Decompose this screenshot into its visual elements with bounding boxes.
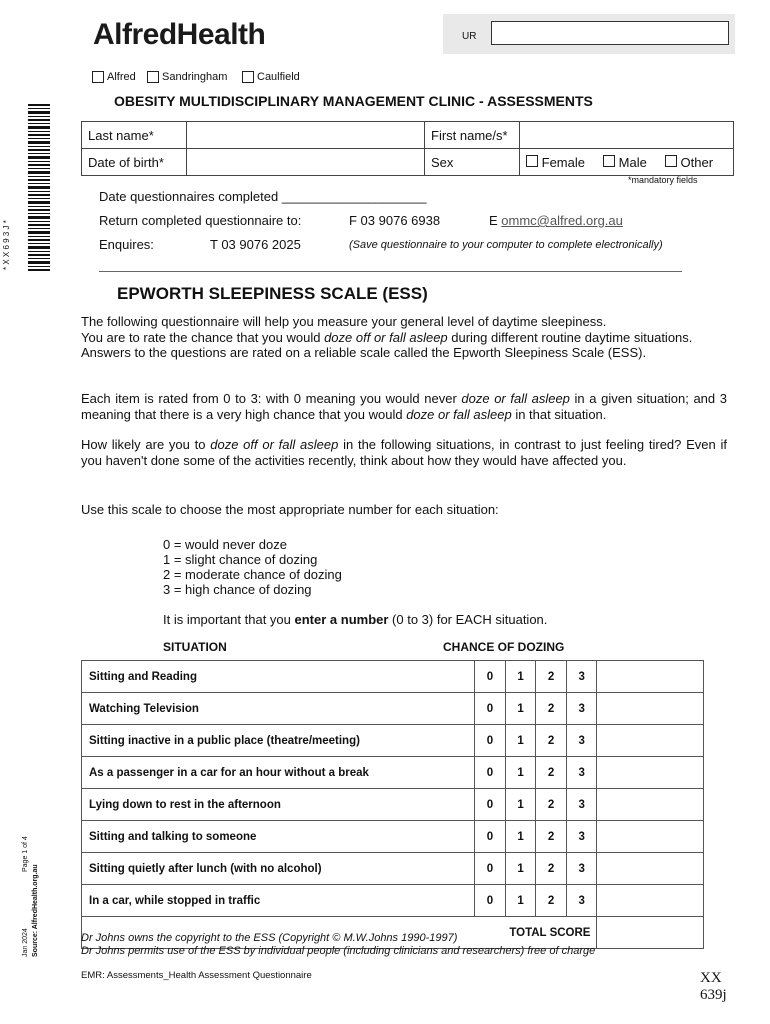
score-option-3[interactable]: 3 xyxy=(566,693,597,725)
table-row xyxy=(82,885,704,917)
barcode-text: * X X 6 9 3 J * xyxy=(2,220,11,270)
score-option-2[interactable]: 2 xyxy=(536,789,567,821)
sex-options xyxy=(520,149,734,176)
emr-footer: EMR: Assessments_Health Assessment Questionnaire xyxy=(81,970,312,981)
situation-label: Lying down to rest in the afternoon xyxy=(82,789,475,821)
score-entry-field[interactable] xyxy=(597,885,704,917)
scale-item-1: 1 = slight chance of dozing xyxy=(163,552,318,567)
date-completed-line[interactable]: Date questionnaires completed ____________________ xyxy=(99,189,427,204)
checkbox-female[interactable] xyxy=(526,155,538,167)
copyright-note xyxy=(81,932,595,957)
sex-female-label: Female xyxy=(541,154,585,170)
clinic-title: OBESITY MULTIDISCIPLINARY MANAGEMENT CLINIC - ASSESSMENTS xyxy=(114,93,593,109)
score-option-3[interactable]: 3 xyxy=(566,757,597,789)
table-row xyxy=(82,725,704,757)
situation-label: Sitting inactive in a public place (theatre/meeting) xyxy=(82,725,475,757)
fax-number: F 03 9076 6938 xyxy=(349,213,441,228)
rating-paragraph: Each item is rated from 0 to 3: with 0 meaning you would never doze or fall asleep in a given situation; and 3 meaning that there is a very high chance that you would doze or fall asleep in that situation. xyxy=(81,391,727,422)
score-option-1[interactable]: 1 xyxy=(505,693,536,725)
score-option-2[interactable]: 2 xyxy=(536,757,567,789)
barcode xyxy=(22,104,52,272)
table-row xyxy=(82,661,704,693)
score-option-3[interactable]: 3 xyxy=(566,661,597,693)
score-entry-field[interactable] xyxy=(597,853,704,885)
score-option-1[interactable]: 1 xyxy=(505,661,536,693)
copyright-line-1: Dr Johns owns the copyright to the ESS (Copyright © M.W.Johns 1990-1997) xyxy=(81,932,458,944)
form-code-line-2: 639j xyxy=(700,987,727,1003)
score-option-0[interactable]: 0 xyxy=(475,661,506,693)
intro-paragraph xyxy=(81,314,727,361)
checkbox-sandringham[interactable] xyxy=(147,71,159,83)
score-option-2[interactable]: 2 xyxy=(536,693,567,725)
enquires-label: Enquires: xyxy=(99,237,154,252)
situation-label: As a passenger in a car for an hour without a break xyxy=(82,757,475,789)
score-entry-field[interactable] xyxy=(597,693,704,725)
site-sandringham-label: Sandringham xyxy=(162,71,228,83)
table-row xyxy=(82,853,704,885)
score-option-2[interactable]: 2 xyxy=(536,661,567,693)
phone-number: T 03 9076 2025 xyxy=(210,237,301,252)
checkbox-male[interactable] xyxy=(603,155,615,167)
score-entry-field[interactable] xyxy=(597,821,704,853)
mandatory-note: *mandatory fields xyxy=(628,175,698,185)
score-entry-field[interactable] xyxy=(597,661,704,693)
likelihood-paragraph: How likely are you to doze off or fall asleep in the following situations, in contrast to just feeling tired? Even if you haven't done some of the activities recently, think about how they would have affected you. xyxy=(81,437,728,468)
table-row xyxy=(82,821,704,853)
intro-line-1: The following questionnaire will help you measure your general level of daytime sleepiness. xyxy=(81,314,607,329)
page-number: Page 1 of 4 xyxy=(22,836,29,872)
divider xyxy=(99,271,682,272)
checkbox-caulfield[interactable] xyxy=(242,71,254,83)
score-option-1[interactable]: 1 xyxy=(505,821,536,853)
score-option-0[interactable]: 0 xyxy=(475,853,506,885)
score-option-3[interactable]: 3 xyxy=(566,853,597,885)
copyright-line-2: Dr Johns permits use of the ESS by individual people (including clinicians and researchers) free of charge xyxy=(81,944,596,957)
important-note: It is important that you enter a number (0 to 3) for EACH situation. xyxy=(163,612,548,627)
site-alfred-label: Alfred xyxy=(107,71,136,83)
scale-list xyxy=(163,537,342,597)
score-option-1[interactable]: 1 xyxy=(505,757,536,789)
score-option-2[interactable]: 2 xyxy=(536,853,567,885)
checkbox-other[interactable] xyxy=(665,155,677,167)
score-option-0[interactable]: 0 xyxy=(475,725,506,757)
scale-item-0: 0 = would never doze xyxy=(163,537,287,552)
situation-label: Sitting quietly after lunch (with no alcohol) xyxy=(82,853,475,885)
situation-label: Sitting and Reading xyxy=(82,661,475,693)
dob-label: Date of birth* xyxy=(82,149,187,176)
score-option-3[interactable]: 3 xyxy=(566,725,597,757)
form-date: Jan 2024 xyxy=(22,928,29,957)
site-alfred[interactable] xyxy=(92,71,136,83)
patient-details-table xyxy=(81,121,734,176)
form-code xyxy=(700,970,727,1004)
score-option-1[interactable]: 1 xyxy=(505,853,536,885)
ur-input[interactable] xyxy=(491,21,729,45)
score-entry-field[interactable] xyxy=(597,725,704,757)
dob-field[interactable] xyxy=(187,149,425,176)
score-option-0[interactable]: 0 xyxy=(475,821,506,853)
score-option-2[interactable]: 2 xyxy=(536,885,567,917)
return-label: Return completed questionnaire to: xyxy=(99,213,302,228)
table-row xyxy=(82,789,704,821)
score-option-1[interactable]: 1 xyxy=(505,789,536,821)
sex-label: Sex xyxy=(425,149,520,176)
total-score-label: TOTAL SCORE xyxy=(82,917,597,949)
ur-label: UR xyxy=(462,31,477,42)
situation-label: Watching Television xyxy=(82,693,475,725)
last-name-label: Last name* xyxy=(82,122,187,149)
score-option-3[interactable]: 3 xyxy=(566,885,597,917)
alfred-health-logo: AlfredHealth xyxy=(93,18,266,51)
score-option-0[interactable]: 0 xyxy=(475,885,506,917)
table-row xyxy=(82,757,704,789)
score-option-2[interactable]: 2 xyxy=(536,725,567,757)
total-score-field[interactable] xyxy=(597,917,704,949)
ess-title: EPWORTH SLEEPINESS SCALE (ESS) xyxy=(117,284,428,303)
save-note: (Save questionnaire to your computer to complete electronically) xyxy=(349,239,663,251)
email-link[interactable]: ommc@alfred.org.au xyxy=(501,213,623,228)
site-caulfield[interactable] xyxy=(242,71,300,83)
score-option-3[interactable]: 3 xyxy=(566,821,597,853)
scale-instruction: Use this scale to choose the most appropriate number for each situation: xyxy=(81,502,499,517)
table-row xyxy=(82,693,704,725)
intro-line-3: Answers to the questions are rated on a reliable scale called the Epworth Sleepiness Scale (ESS). xyxy=(81,345,647,360)
score-option-3[interactable]: 3 xyxy=(566,789,597,821)
sex-other-label: Other xyxy=(680,154,714,170)
site-caulfield-label: Caulfield xyxy=(257,71,300,83)
last-name-field[interactable] xyxy=(187,122,425,149)
situation-header: SITUATION xyxy=(163,640,227,654)
situation-label: In a car, while stopped in traffic xyxy=(82,885,475,917)
score-option-1[interactable]: 1 xyxy=(505,725,536,757)
checkbox-alfred[interactable] xyxy=(92,71,104,83)
score-option-0[interactable]: 0 xyxy=(475,789,506,821)
score-option-0[interactable]: 0 xyxy=(475,757,506,789)
form-code-line-1: XX xyxy=(700,970,722,986)
chance-header: CHANCE OF DOZING xyxy=(443,640,565,654)
scale-item-2: 2 = moderate chance of dozing xyxy=(163,567,342,582)
score-option-2[interactable]: 2 xyxy=(536,821,567,853)
intro-line-2: You are to rate the chance that you would doze off or fall asleep during different routine daytime situations. xyxy=(81,329,693,345)
ess-table xyxy=(81,660,704,949)
first-name-label: First name/s* xyxy=(425,122,520,149)
source-note: Source: AlfredHealth.org.au xyxy=(32,864,39,957)
site-sandringham[interactable] xyxy=(147,71,227,83)
email-prefix: E xyxy=(489,213,498,228)
score-entry-field[interactable] xyxy=(597,757,704,789)
sex-male-label: Male xyxy=(618,154,647,170)
first-name-field[interactable] xyxy=(520,122,734,149)
score-entry-field[interactable] xyxy=(597,789,704,821)
score-option-0[interactable]: 0 xyxy=(475,693,506,725)
scale-item-3: 3 = high chance of dozing xyxy=(163,582,312,597)
score-option-1[interactable]: 1 xyxy=(505,885,536,917)
situation-label: Sitting and talking to someone xyxy=(82,821,475,853)
